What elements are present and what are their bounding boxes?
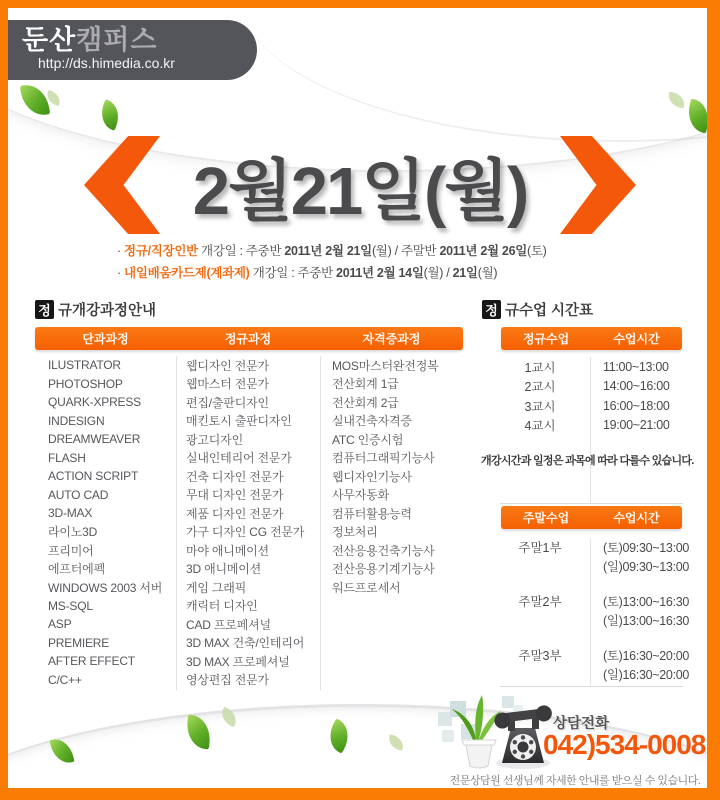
campus-name-rest: 캠퍼스 <box>76 25 158 55</box>
table-cell: 편집/출판디자인 <box>186 395 269 410</box>
intro-text: 개강일 : 주중반 <box>249 265 337 280</box>
campus-name <box>22 25 257 55</box>
frame-bottom-border <box>0 788 720 800</box>
contact-label: 상담전화 <box>553 716 610 732</box>
intro-text: (월) / <box>423 265 453 280</box>
weekend-label: 주말2부 <box>518 595 562 609</box>
frame-left-border <box>0 0 8 800</box>
table-row <box>35 504 463 523</box>
table-cell: 건축 디자인 전문가 <box>186 469 284 484</box>
table-row <box>35 523 463 542</box>
table-cell: MS-SQL <box>48 598 93 613</box>
table-row <box>490 396 716 416</box>
table-cell: C/C++ <box>48 672 82 687</box>
table-cell: 웹디자인기능사 <box>332 469 412 484</box>
table-cell: 에프터에펙 <box>48 562 105 577</box>
period-time: 16:00~18:00 <box>603 398 670 413</box>
table-cell: MOS마스터완전정복 <box>332 358 439 373</box>
leaf-icon <box>667 92 686 109</box>
table-cell: WINDOWS 2003 서버 <box>48 580 163 595</box>
section-badge-icon: 정 <box>482 300 501 319</box>
table-row <box>35 634 463 653</box>
swoosh-curve-top-right <box>240 0 720 142</box>
table-cell: 라이노3D <box>48 525 98 540</box>
next-date-arrow-icon[interactable] <box>560 136 636 234</box>
period-time: 19:00~21:00 <box>603 418 670 433</box>
table-row <box>35 356 463 375</box>
intro-text: 개강일 : 주중반 <box>197 244 285 258</box>
table-cell: 3D 애니메이션 <box>186 562 262 577</box>
section-badge-icon: 정 <box>35 300 54 319</box>
table-cell: 전산회계 1급 <box>332 377 399 392</box>
weekend-time: (일)13:00~16:30 <box>603 613 690 628</box>
table-row <box>490 377 716 397</box>
table-cell: 워드프로세서 <box>332 580 401 595</box>
table-cell: 웹디자인 전문가 <box>186 358 269 373</box>
weekend-col-header: 수업시간 <box>613 511 660 525</box>
leaf-icon <box>387 734 406 751</box>
table-cell: 실내인테리어 전문가 <box>186 451 292 466</box>
table-row <box>35 430 463 449</box>
weekend-time: (일)16:30~20:00 <box>603 667 690 682</box>
table-cell: 프리미어 <box>48 543 94 558</box>
leaf-icon <box>218 707 240 728</box>
intro-text: · <box>117 244 125 258</box>
courses-header-bar <box>35 327 463 350</box>
timetable-note: 개강시간과 일정은 과목에 따라 다를수 있습니다. <box>481 455 694 467</box>
table-cell: 매킨토시 출판디자인 <box>186 414 292 429</box>
regular-col-header: 정규수업 <box>522 332 570 346</box>
timetable-section-label: 규수업 시간표 <box>505 303 594 319</box>
leaf-icon <box>184 714 213 749</box>
table-cell: INDESIGN <box>48 413 105 428</box>
weekend-time: (토)16:30~20:00 <box>603 649 690 663</box>
table-cell: 3D-MAX <box>48 506 93 521</box>
table-row <box>35 671 463 690</box>
table-row <box>35 449 463 468</box>
leaf-icon <box>50 736 75 766</box>
table-cell: ATC 인증시험 <box>332 432 404 447</box>
courses-col-header: 자격증과정 <box>362 332 421 346</box>
intro-text: 2011년 2월 26일 <box>439 244 528 258</box>
timetable-rule <box>500 503 683 504</box>
table-row <box>35 578 463 597</box>
table-cell: ACTION SCRIPT <box>48 469 139 484</box>
prev-date-arrow-icon[interactable] <box>84 136 160 234</box>
table-row <box>35 393 463 412</box>
table-row <box>490 647 716 684</box>
table-row <box>35 541 463 560</box>
period-label: 3교시 <box>524 399 556 414</box>
weekend-label: 주말1부 <box>518 541 562 555</box>
table-cell: 컴퓨터활용능력 <box>332 506 412 521</box>
table-cell: 컴퓨터그래픽기능사 <box>332 451 435 466</box>
intro-line <box>117 263 547 285</box>
table-row <box>35 412 463 431</box>
table-cell: 전산응용건축기능사 <box>332 543 435 558</box>
campus-name-bold: 둔산 <box>22 25 77 55</box>
contact-phone-number: 042)534-0008 <box>543 729 706 760</box>
table-row <box>35 560 463 579</box>
table-row <box>35 652 463 671</box>
table-cell: 정보처리 <box>332 525 378 540</box>
campus-badge <box>8 20 257 80</box>
table-cell: 3D MAX 건축/인테리어 <box>186 636 305 651</box>
frame-top-border <box>0 0 720 8</box>
period-time: 14:00~16:00 <box>603 379 670 394</box>
weekend-time: (일)09:30~13:00 <box>603 559 690 574</box>
weekend-timetable <box>490 539 716 701</box>
table-cell: 제품 디자인 전문가 <box>186 506 284 521</box>
intro-lines <box>117 241 547 284</box>
leaf-icon <box>96 99 124 131</box>
leaf-icon <box>20 82 50 117</box>
table-row <box>35 467 463 486</box>
table-cell: 실내건축자격증 <box>332 414 412 429</box>
weekend-col-header: 주말수업 <box>522 511 570 525</box>
table-cell: 가구 디자인 CG 전문가 <box>186 525 305 540</box>
table-cell: FLASH <box>48 450 86 465</box>
timetable-section-title <box>482 299 593 320</box>
table-cell: 웹마스터 전문가 <box>186 377 269 392</box>
table-cell: AUTO CAD <box>48 487 109 502</box>
table-cell: 캐릭터 디자인 <box>186 599 258 614</box>
page-title-date: 2월21일(월) <box>192 154 528 229</box>
intro-text: · <box>117 265 125 280</box>
table-cell: PHOTOSHOP <box>48 376 123 391</box>
contact-caption: 전문상담원 선생님께 자세한 안내를 받으실 수 있습니다. <box>449 775 701 787</box>
table-cell: 전산응용기계기능사 <box>332 562 435 577</box>
weekend-label: 주말3부 <box>518 649 562 663</box>
table-row <box>490 593 716 630</box>
table-row <box>35 486 463 505</box>
period-label: 1교시 <box>524 360 556 375</box>
table-cell: 무대 디자인 전문가 <box>186 488 284 503</box>
intro-line <box>117 241 547 263</box>
weekend-times <box>590 593 689 630</box>
courses-section-label: 규개강과정안내 <box>58 303 157 319</box>
intro-text: (토) <box>527 244 547 258</box>
table-cell: QUARK-XPRESS <box>48 395 141 410</box>
table-cell: 3D MAX 프로페셔널 <box>186 654 290 669</box>
table-cell: ILUSTRATOR <box>48 358 121 373</box>
table-cell: 전산회계 2급 <box>332 395 399 410</box>
table-cell: PREMIERE <box>48 635 110 650</box>
table-cell: DREAMWEAVER <box>48 432 141 447</box>
leaf-icon <box>322 718 355 753</box>
table-cell: AFTER EFFECT <box>48 654 135 669</box>
weekend-times <box>590 647 689 684</box>
intro-text: (월) / 주말반 <box>371 244 440 258</box>
intro-text: 21일 <box>452 265 478 280</box>
intro-text: 2011년 2월 21일 <box>284 244 372 258</box>
table-cell: 광고디자인 <box>186 432 243 447</box>
weekend-time: (토)09:30~13:00 <box>603 541 690 555</box>
intro-text: 정규/직장인반 <box>124 244 198 258</box>
table-cell: 게임 그래픽 <box>186 580 247 595</box>
table-cell: 사무자동화 <box>332 488 389 503</box>
period-time: 11:00~13:00 <box>603 359 669 374</box>
period-label: 2교시 <box>524 380 556 395</box>
table-row <box>490 416 716 436</box>
table-row <box>35 597 463 616</box>
weekend-times <box>590 539 689 576</box>
table-row <box>35 375 463 394</box>
table-cell: ASP <box>48 617 72 632</box>
table-row <box>35 615 463 634</box>
courses-table <box>35 356 463 689</box>
courses-section-title <box>35 299 156 320</box>
campus-url-link[interactable]: http://ds.himedia.co.kr <box>38 55 175 71</box>
intro-text: 2011년 2월 14일 <box>336 265 424 280</box>
table-cell: CAD 프로페셔널 <box>186 617 271 632</box>
courses-col-header: 단과과정 <box>82 332 129 346</box>
table-row <box>490 539 716 576</box>
period-label: 4교시 <box>524 419 556 434</box>
regular-col-header: 수업시간 <box>613 332 660 346</box>
timetable-rule <box>500 686 683 687</box>
weekend-time: (토)13:00~16:30 <box>603 595 690 609</box>
intro-text: (월) <box>477 265 498 280</box>
regular-header-bar <box>501 327 682 350</box>
intro-text: 내일배움카드제(계좌제) <box>124 265 250 280</box>
table-cell: 영상편집 전문가 <box>186 673 269 688</box>
regular-timetable <box>490 357 716 435</box>
courses-col-header: 정규과정 <box>224 332 272 346</box>
table-row <box>490 357 716 377</box>
table-cell: 마야 애니메이션 <box>186 543 269 558</box>
phone-plant-illustration <box>436 692 556 772</box>
weekend-header-bar <box>501 506 682 529</box>
